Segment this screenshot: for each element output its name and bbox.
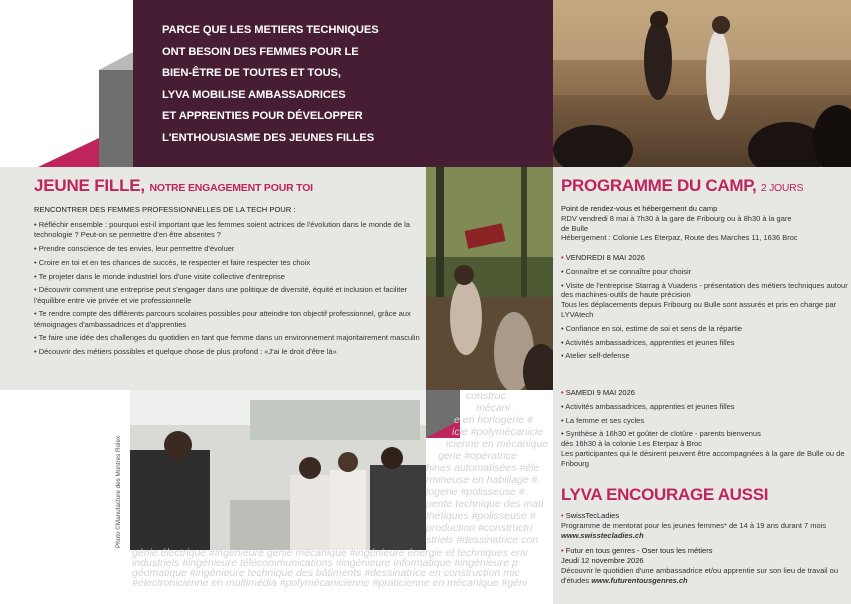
- item1-title: SwissTecLadies: [565, 511, 620, 520]
- watermark-line: mécani: [476, 402, 510, 414]
- header-line: L'ENTHOUSIASME DES JEUNES FILLES: [162, 131, 375, 144]
- day2-heading: [561, 388, 849, 398]
- meeting-title: Point de rendez-vous et hébergement du camp: [561, 204, 718, 213]
- grey-bar: [99, 70, 133, 167]
- meeting-line: RDV vendredi 8 mai à 7h30 à la gare de Fribourg ou à 8h30 à la gare: [561, 213, 792, 223]
- photo-workshop-class: [130, 390, 426, 550]
- bullet: •: [561, 511, 564, 520]
- title-sub: NOTRE ENGAGEMENT POUR TOI: [149, 182, 313, 194]
- watermark-line: thétiques #polisseuse #: [426, 510, 536, 522]
- bullet: •: [561, 253, 564, 262]
- day1-label: VENDREDI 8 MAI 2026: [565, 253, 645, 262]
- encourage-item-heading: [561, 511, 849, 521]
- light-grey-triangle: [99, 52, 133, 70]
- watermark-line: logerie #polisseuse #: [426, 486, 525, 498]
- watermark-line: icie #polymécanicie: [452, 426, 544, 438]
- item2-date: Jeudi 12 novembre 2026: [561, 556, 644, 566]
- section-title-programme: [561, 176, 803, 196]
- list-item: • La femme et ses cycles: [561, 415, 645, 425]
- photo-credit: [112, 395, 122, 550]
- item1-description: Programme de mentorat pour les jeunes femmes* de 14 à 19 ans durant 7 mois: [561, 520, 827, 530]
- watermark-line: hines automatisées #éle: [426, 462, 540, 474]
- list-item: • Croire en toi et en tes chances de succès, te respecter et faire respecter tes choix: [34, 257, 311, 267]
- list-item: • Prendre conscience de tes envies, leur permettre d'évoluer: [34, 244, 235, 253]
- meeting-line: de Bulle: [561, 223, 589, 233]
- header-line: ONT BESOIN DES FEMMES POUR LE: [162, 45, 359, 58]
- encourage-block: [561, 511, 849, 586]
- watermark-bottom: [132, 548, 557, 604]
- item2-text: [561, 566, 849, 586]
- day2-block: [561, 388, 849, 469]
- watermark-line: génie électrique #ingénieure génie mécanique #ingénieure énergie et techniques env: [132, 548, 528, 559]
- watermark-line: rmineuse en habillage #: [426, 474, 538, 486]
- watermark-line: #électronicienne en multimédia #polymécanicienne #praticienne en mécanique #géni: [132, 577, 528, 589]
- day1-heading: [561, 253, 849, 263]
- watermark-side: [426, 390, 553, 550]
- meeting-block: [561, 204, 849, 243]
- list-item: • Te projeter dans le monde industriel lors d'une visite collective d'entreprise: [34, 271, 285, 281]
- list-item: Les participantes qui le désirent peuvent être accompagnées à la gare de Bulle ou de Fribourg: [561, 448, 845, 468]
- encourage-item-heading: [561, 546, 849, 556]
- pink-triangle: [38, 138, 99, 167]
- watermark-line: gerie #opératrice: [438, 450, 517, 462]
- list-item: • Synthèse à 16h30 et goûter de clotûre - parents bienvenus: [561, 429, 761, 439]
- list-item: Tous les déplacements depuis Fribourg ou Bulle sont assurés et pris en charge par LYVAtech: [561, 300, 837, 319]
- engagement-list: [34, 220, 422, 361]
- photo-forest-activity: [426, 167, 553, 390]
- list-item: • Te rendre compte des différents parcours scolaires possibles pour atteindre ton objectif professionnel, grâce aux témoignages d'ambassadrices et d'apprenties: [34, 309, 411, 329]
- list-item: • Te faire une idée des challenges du quotidien en tant que femme dans un environnement majoritairement masculin: [34, 333, 420, 343]
- header-line: PARCE QUE LES METIERS TECHNIQUES: [162, 24, 379, 36]
- section-title-jeune-fille: [34, 176, 313, 196]
- list-item: • Activités ambassadrices, apprenties et jeunes filles: [561, 337, 735, 347]
- day1-block: [561, 253, 849, 361]
- header-line: ET APPRENTIES POUR DÉVELOPPER: [162, 110, 363, 123]
- list-item: • Découvrir des métiers possibles et quelque chose de plus profond : «J'ai le droit d'être là»: [34, 347, 337, 357]
- watermark-line: production #constructri: [426, 522, 533, 534]
- list-item: • Découvrir comment une entreprise peut s'engager dans une politique de diversité, équité et inclusion et faciliter l'équilibre entre vie privée et vie professionnelle: [34, 285, 408, 305]
- header-statement: [162, 20, 542, 150]
- watermark-line: pente technique des mati: [426, 498, 544, 510]
- programme-panel: [553, 167, 851, 604]
- title-main: PROGRAMME DU CAMP,: [561, 176, 757, 195]
- watermark-line: industriels #ingénieure télécommunications #ingénieure informatique #ingénieure p: [132, 557, 518, 569]
- link-swisstecladies[interactable]: www.swisstecladies.ch: [561, 530, 644, 540]
- header-line: BIEN-ÊTRE DE TOUTES ET TOUS,: [162, 67, 341, 80]
- item2-description: Découvrir le quotidien d'une ambassadrice et/ou apprentie sur son lieu de travail ou d'études: [561, 565, 839, 585]
- section-title-encourage: LYVA ENCOURAGE AUSSI: [561, 485, 769, 504]
- header-line: LYVA MOBILISE AMBASSADRICES: [162, 88, 346, 101]
- list-item: • Réfléchir ensemble : pourquoi est-il important que les femmes soient actrices de l'évolution dans le monde de la technologie ? Peut-on se permettre d'en être absentes ?: [34, 220, 410, 240]
- item2-title: Futur en tous genres - Oser tous les métiers: [565, 546, 713, 556]
- list-item: • Visite de l'entreprise Starrag à Vuadens - présentation des métiers techniques autour des machines-outils de haute précision: [561, 280, 848, 300]
- bullet: •: [561, 546, 564, 556]
- photo-self-defense-workshop: [553, 0, 851, 167]
- item1-text: [561, 521, 849, 541]
- watermark-line: construc: [466, 390, 506, 402]
- list-item: • Activités ambassadrices, apprenties et jeunes filles: [561, 401, 735, 411]
- list-item: • Connaître et se connaître pour choisir: [561, 266, 692, 276]
- list-item: dès 16h30 à la colonie Les Eterpaz à Broc: [561, 439, 702, 449]
- bullet: •: [561, 388, 564, 397]
- photo-credit-text: Photo ©Manufacture des Montres Rolex: [115, 435, 122, 548]
- corner-shapes: [0, 0, 133, 167]
- watermark-line: icienne en mécanique: [446, 438, 549, 450]
- list-item: • Confiance en soi, estime de soi et sens de la répartie: [561, 323, 743, 333]
- watermark-line: géomatique #ingénieure technique des bâtiments #dessinatrice en construction mic: [132, 567, 520, 579]
- list-item: • Atelier self-defense: [561, 351, 630, 361]
- watermark-line: striels #dessinatrice con: [426, 534, 539, 546]
- engagement-intro: RENCONTRER DES FEMMES PROFESSIONNELLES DE LA TECH POUR :: [34, 205, 296, 214]
- title-main: JEUNE FILLE,: [34, 176, 145, 195]
- title-sub: 2 JOURS: [760, 182, 804, 194]
- day2-label: SAMEDI 9 MAI 2026: [565, 388, 635, 397]
- meeting-line: Hébergement : Colonie Les Eterpaz, Route des Marches 11, 1636 Broc: [561, 233, 798, 243]
- link-futurentousgenres[interactable]: www.futurentousgenres.ch: [591, 575, 688, 585]
- watermark-line: e en horlogerie #: [454, 414, 533, 426]
